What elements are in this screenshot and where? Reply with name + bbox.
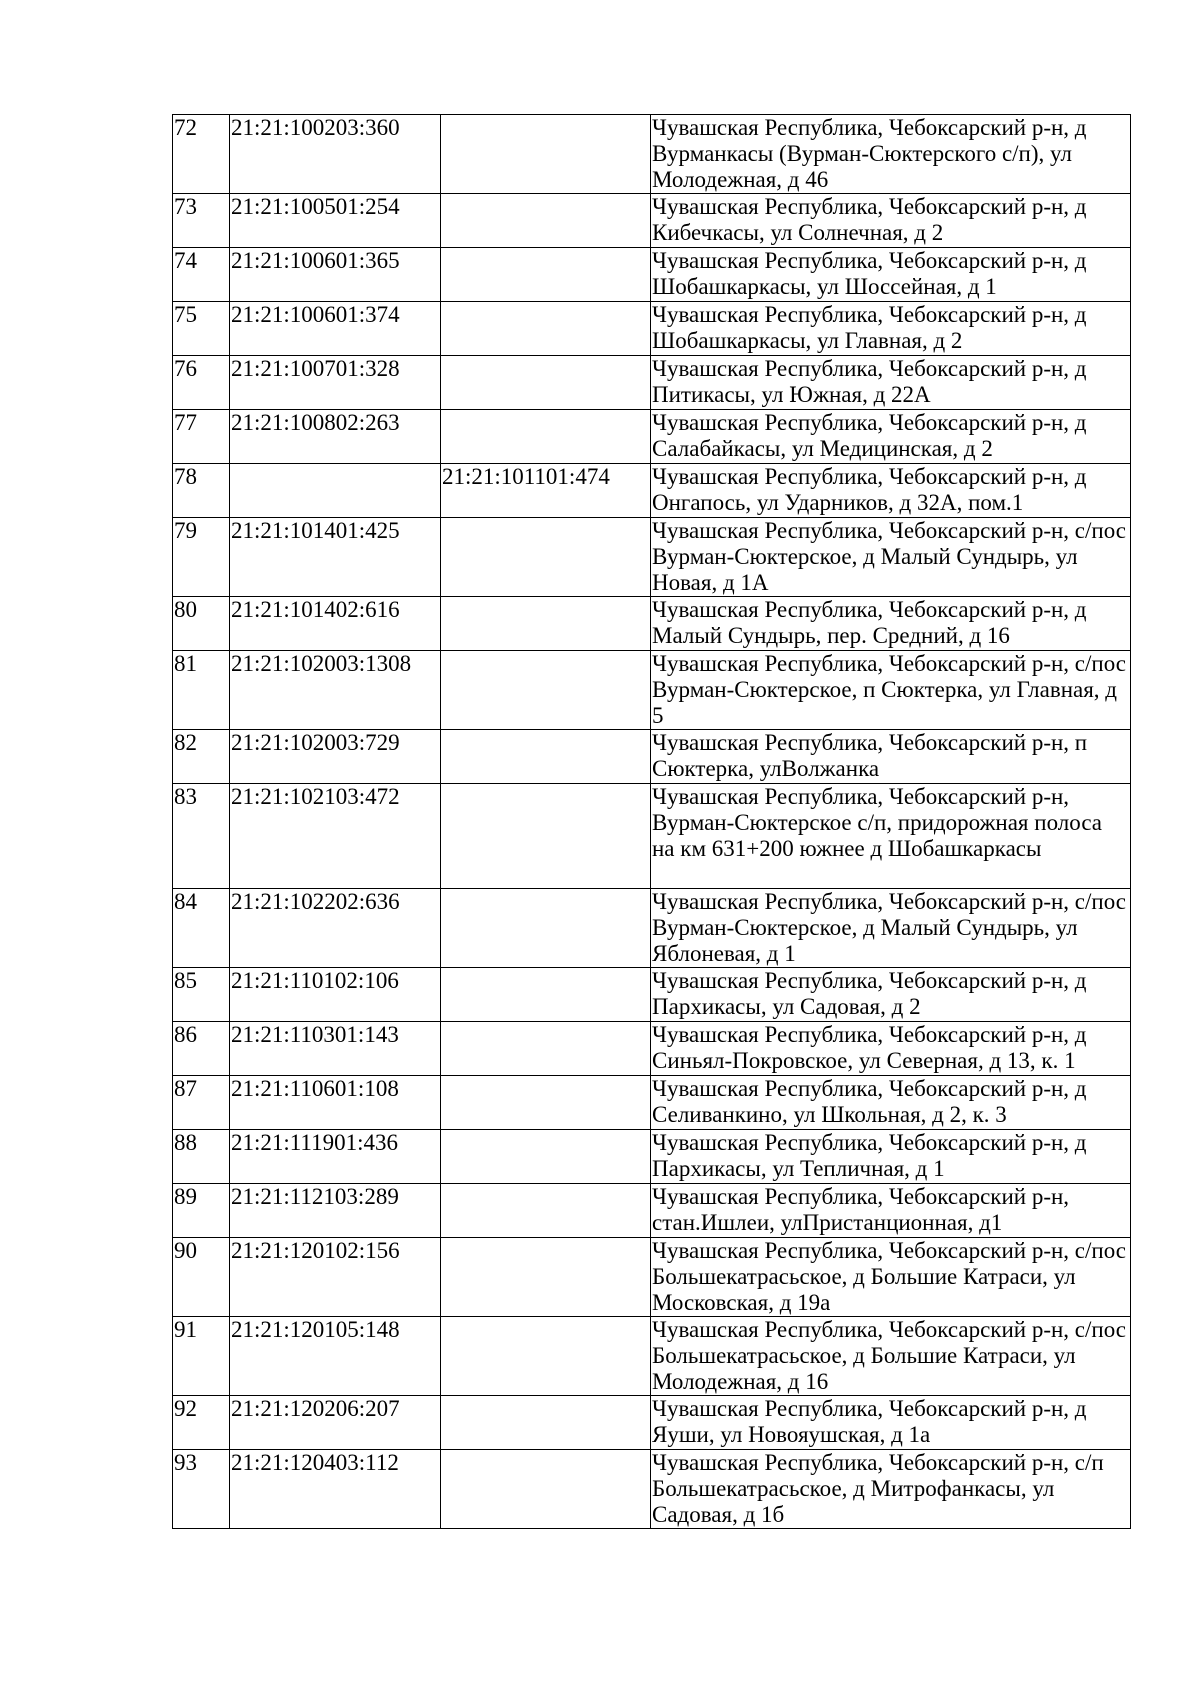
table-row [173, 784, 1131, 889]
cadastral-number-alt [441, 597, 651, 651]
address: Чувашская Республика, Чебоксарский р-н, д Вурманкасы (Вурман-Сюктерского с/п), ул Молодежная, д 46 [651, 115, 1131, 194]
address: Чувашская Республика, Чебоксарский р-н, с/п Большекатрасьское, д Митрофанкасы, ул Садовая, д 1б [651, 1450, 1131, 1529]
cadastral-number: 21:21:102103:472 [230, 784, 441, 889]
table-row [173, 115, 1131, 194]
row-number: 72 [173, 115, 230, 194]
address: Чувашская Республика, Чебоксарский р-н, с/пос Вурман-Сюктерское, д Малый Сундырь, ул Новая, д 1А [651, 518, 1131, 597]
table-row [173, 651, 1131, 730]
table-row [173, 889, 1131, 968]
cadastral-number: 21:21:100701:328 [230, 356, 441, 410]
table-row [173, 1076, 1131, 1130]
cadastral-number: 21:21:100501:254 [230, 194, 441, 248]
cadastral-number-alt [441, 1184, 651, 1238]
address: Чувашская Республика, Чебоксарский р-н, д Селиванкино, ул Школьная, д 2, к. 3 [651, 1076, 1131, 1130]
address: Чувашская Республика, Чебоксарский р-н, д Шобашкаркасы, ул Главная, д 2 [651, 302, 1131, 356]
cadastral-number-alt [441, 1130, 651, 1184]
cadastral-number-alt [441, 356, 651, 410]
cadastral-number: 21:21:111901:436 [230, 1130, 441, 1184]
cadastral-number: 21:21:120403:112 [230, 1450, 441, 1529]
address: Чувашская Республика, Чебоксарский р-н, с/пос Большекатрасьское, д Большие Катраси, ул Московская, д 19а [651, 1238, 1131, 1317]
row-number: 88 [173, 1130, 230, 1184]
address: Чувашская Республика, Чебоксарский р-н, д Малый Сундырь, пер. Средний, д 16 [651, 597, 1131, 651]
cadastral-number-alt [441, 194, 651, 248]
cadastral-number: 21:21:120102:156 [230, 1238, 441, 1317]
row-number: 74 [173, 248, 230, 302]
cadastral-number: 21:21:120206:207 [230, 1396, 441, 1450]
address: Чувашская Республика, Чебоксарский р-н, д Пархикасы, ул Садовая, д 2 [651, 968, 1131, 1022]
cadastral-number-alt [441, 248, 651, 302]
row-number: 87 [173, 1076, 230, 1130]
row-number: 80 [173, 597, 230, 651]
cadastral-number: 21:21:110102:106 [230, 968, 441, 1022]
row-number: 85 [173, 968, 230, 1022]
cadastral-number-alt [441, 410, 651, 464]
cadastral-number-alt [441, 115, 651, 194]
row-number: 89 [173, 1184, 230, 1238]
table-row [173, 1317, 1131, 1396]
cadastral-number-alt [441, 1238, 651, 1317]
cadastral-number [230, 464, 441, 518]
cadastral-number: 21:21:110301:143 [230, 1022, 441, 1076]
table-row [173, 410, 1131, 464]
cadastral-number-alt [441, 1450, 651, 1529]
cadastral-number-alt [441, 651, 651, 730]
address: Чувашская Республика, Чебоксарский р-н, д Яуши, ул Новояушская, д 1а [651, 1396, 1131, 1450]
cadastral-number: 21:21:100203:360 [230, 115, 441, 194]
cadastral-number: 21:21:101401:425 [230, 518, 441, 597]
cadastral-number: 21:21:102003:729 [230, 730, 441, 784]
table-row [173, 302, 1131, 356]
address: Чувашская Республика, Чебоксарский р-н, с/пос Вурман-Сюктерское, п Сюктерка, ул Главная, д 5 [651, 651, 1131, 730]
row-number: 73 [173, 194, 230, 248]
cadastral-number-alt [441, 730, 651, 784]
row-number: 75 [173, 302, 230, 356]
row-number: 91 [173, 1317, 230, 1396]
row-number: 78 [173, 464, 230, 518]
cadastral-number: 21:21:102003:1308 [230, 651, 441, 730]
table-row [173, 1184, 1131, 1238]
table-row [173, 518, 1131, 597]
cadastral-number: 21:21:100802:263 [230, 410, 441, 464]
table-row [173, 597, 1131, 651]
address: Чувашская Республика, Чебоксарский р-н, д Пархикасы, ул Тепличная, д 1 [651, 1130, 1131, 1184]
row-number: 92 [173, 1396, 230, 1450]
cadastral-number: 21:21:102202:636 [230, 889, 441, 968]
table-row [173, 1396, 1131, 1450]
table-row [173, 968, 1131, 1022]
cadastral-number-alt [441, 518, 651, 597]
cadastral-number-alt: 21:21:101101:474 [441, 464, 651, 518]
row-number: 86 [173, 1022, 230, 1076]
cadastral-number: 21:21:100601:374 [230, 302, 441, 356]
address: Чувашская Республика, Чебоксарский р-н, д Кибечкасы, ул Солнечная, д 2 [651, 194, 1131, 248]
cadastral-number-alt [441, 784, 651, 889]
table-row [173, 1022, 1131, 1076]
cadastral-number-alt [441, 889, 651, 968]
address: Чувашская Республика, Чебоксарский р-н, д Шобашкаркасы, ул Шоссейная, д 1 [651, 248, 1131, 302]
row-number: 79 [173, 518, 230, 597]
cadastral-number: 21:21:100601:365 [230, 248, 441, 302]
row-number: 77 [173, 410, 230, 464]
registry-table [172, 114, 1131, 1529]
table-row [173, 464, 1131, 518]
cadastral-number-alt [441, 302, 651, 356]
row-number: 84 [173, 889, 230, 968]
row-number: 81 [173, 651, 230, 730]
address: Чувашская Республика, Чебоксарский р-н, д Питикасы, ул Южная, д 22А [651, 356, 1131, 410]
row-number: 82 [173, 730, 230, 784]
address: Чувашская Республика, Чебоксарский р-н, п Сюктерка, улВолжанка [651, 730, 1131, 784]
address: Чувашская Республика, Чебоксарский р-н, д Синьял-Покровское, ул Северная, д 13, к. 1 [651, 1022, 1131, 1076]
cadastral-number: 21:21:101402:616 [230, 597, 441, 651]
cadastral-number-alt [441, 1076, 651, 1130]
cadastral-number-alt [441, 1022, 651, 1076]
table-row [173, 248, 1131, 302]
cadastral-number-alt [441, 1396, 651, 1450]
registry-table-body [173, 115, 1131, 1529]
cadastral-number: 21:21:110601:108 [230, 1076, 441, 1130]
address: Чувашская Республика, Чебоксарский р-н, Вурман-Сюктерское с/п, придорожная полоса на км 631+200 южнее д Шобашкаркасы [651, 784, 1131, 889]
address: Чувашская Республика, Чебоксарский р-н, д Онгапось, ул Ударников, д 32А, пом.1 [651, 464, 1131, 518]
row-number: 93 [173, 1450, 230, 1529]
row-number: 90 [173, 1238, 230, 1317]
table-row [173, 730, 1131, 784]
cadastral-number-alt [441, 968, 651, 1022]
table-row [173, 1238, 1131, 1317]
address: Чувашская Республика, Чебоксарский р-н, с/пос Большекатрасьское, д Большие Катраси, ул Молодежная, д 16 [651, 1317, 1131, 1396]
row-number: 76 [173, 356, 230, 410]
address: Чувашская Республика, Чебоксарский р-н, с/пос Вурман-Сюктерское, д Малый Сундырь, ул Яблоневая, д 1 [651, 889, 1131, 968]
table-row [173, 1450, 1131, 1529]
table-row [173, 356, 1131, 410]
cadastral-number: 21:21:112103:289 [230, 1184, 441, 1238]
address: Чувашская Республика, Чебоксарский р-н, д Салабайкасы, ул Медицинская, д 2 [651, 410, 1131, 464]
address: Чувашская Республика, Чебоксарский р-н, стан.Ишлеи, улПристанционная, д1 [651, 1184, 1131, 1238]
cadastral-number-alt [441, 1317, 651, 1396]
cadastral-number: 21:21:120105:148 [230, 1317, 441, 1396]
table-row [173, 194, 1131, 248]
row-number: 83 [173, 784, 230, 889]
table-row [173, 1130, 1131, 1184]
